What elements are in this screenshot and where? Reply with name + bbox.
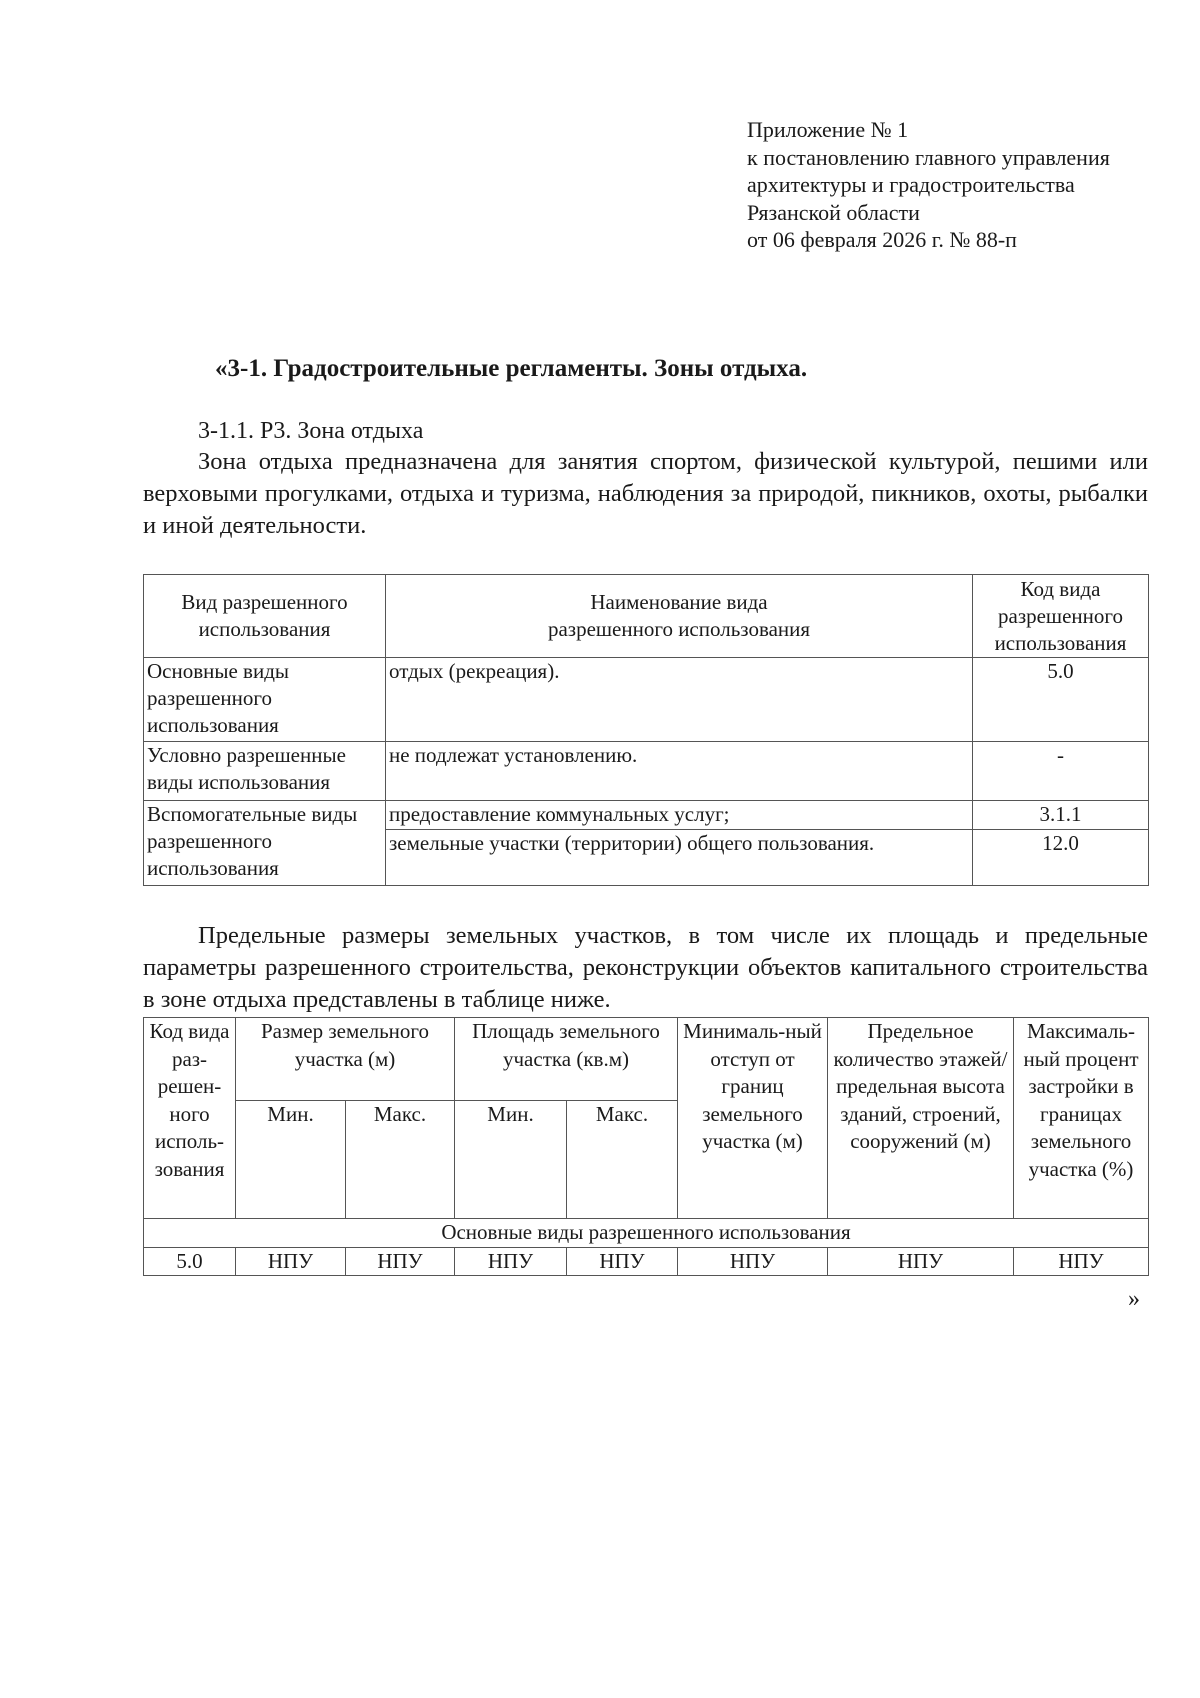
cell-name: отдых (рекреация).: [386, 658, 973, 742]
header-name-line: Наименование вида: [590, 590, 768, 614]
section-title: Основные виды разрешенного использования: [144, 1219, 1149, 1248]
table-header-row: [144, 1018, 1149, 1101]
header-code: Код вида разрешенного использования: [973, 575, 1149, 658]
cell-code: 3.1.1: [973, 801, 1149, 830]
limits-table: [143, 1017, 1149, 1276]
header-size-min: Мин.: [236, 1101, 346, 1219]
cell-code: 12.0: [973, 830, 1149, 886]
table-row: [144, 742, 1149, 801]
header-name-line: разрешенного использования: [547, 617, 811, 641]
table-row: [144, 658, 1149, 742]
cell-floors: НПУ: [828, 1247, 1014, 1276]
appendix-line: от 06 февраля 2026 г. № 88-п: [747, 227, 1017, 252]
header-floors: Предельное количество этажей/ предельная высота зданий, строений, сооружений (м): [828, 1018, 1014, 1219]
cell-name: не подлежат установлению.: [386, 742, 973, 801]
appendix-line: архитектуры и градостроительства: [747, 172, 1075, 197]
cell-size-min: НПУ: [236, 1247, 346, 1276]
cell-code: 5.0: [144, 1247, 236, 1276]
table-row: [144, 801, 1149, 830]
appendix-line: Приложение № 1: [747, 117, 909, 142]
cell-code: 5.0: [973, 658, 1149, 742]
appendix-line: Рязанской области: [747, 199, 920, 225]
cell-setback: НПУ: [678, 1247, 828, 1276]
subsection-heading: 3-1.1. Р3. Зона отдыха: [198, 418, 424, 444]
header-coverage: Максималь-ный процент застройки в границах земельного участка (%): [1014, 1018, 1149, 1219]
cell-kind: Основные виды разрешенного использования: [144, 658, 386, 742]
cell-name: предоставление коммунальных услуг;: [386, 801, 973, 830]
header-area-max: Макс.: [567, 1101, 678, 1219]
permitted-uses-table: [143, 574, 1149, 886]
header-code: Код вида раз-решен-ного исполь-зования: [144, 1018, 236, 1219]
header-area-min: Мин.: [455, 1101, 567, 1219]
header-size-max: Макс.: [346, 1101, 455, 1219]
closing-quote: »: [1128, 1286, 1140, 1312]
section-heading: «3-1. Градостроительные регламенты. Зоны отдыха.: [215, 355, 808, 382]
appendix-line: к постановлению главного управления: [747, 144, 1110, 170]
header-setback: Минималь-ный отступ от границ земельного участка (м): [678, 1018, 828, 1219]
cell-code: -: [973, 742, 1149, 801]
table-header-row: [144, 575, 1149, 658]
cell-area-max: НПУ: [567, 1247, 678, 1276]
cell-size-max: НПУ: [346, 1247, 455, 1276]
cell-kind: Условно разрешенные виды использования: [144, 742, 386, 801]
header-size: Размер земельного участка (м): [236, 1018, 455, 1101]
cell-coverage: НПУ: [1014, 1247, 1149, 1276]
header-kind: Вид разрешенного использования: [144, 575, 386, 658]
table-row: [144, 1247, 1149, 1276]
section-row: [144, 1219, 1149, 1248]
appendix-block: [747, 116, 1110, 254]
intro-paragraph: Зона отдыха предназначена для занятия спортом, физической культурой, пешими или верховыми прогулками, отдыха и туризма, наблюдения за природой, пикников, охоты, рыбалки и иной деятельности.: [143, 448, 1148, 539]
header-name: [386, 575, 973, 658]
cell-area-min: НПУ: [455, 1247, 567, 1276]
cell-kind: Вспомогательные виды разрешенного использования: [144, 801, 386, 886]
header-area: Площадь земельного участка (кв.м): [455, 1018, 678, 1101]
cell-name: земельные участки (территории) общего пользования.: [386, 830, 973, 886]
limits-paragraph: Предельные размеры земельных участков, в том числе их площадь и предельные параметры разрешенного строительства, реконструкции объектов капитального строительства в зоне отдыха представлены в таблице ниже.: [143, 922, 1148, 1013]
